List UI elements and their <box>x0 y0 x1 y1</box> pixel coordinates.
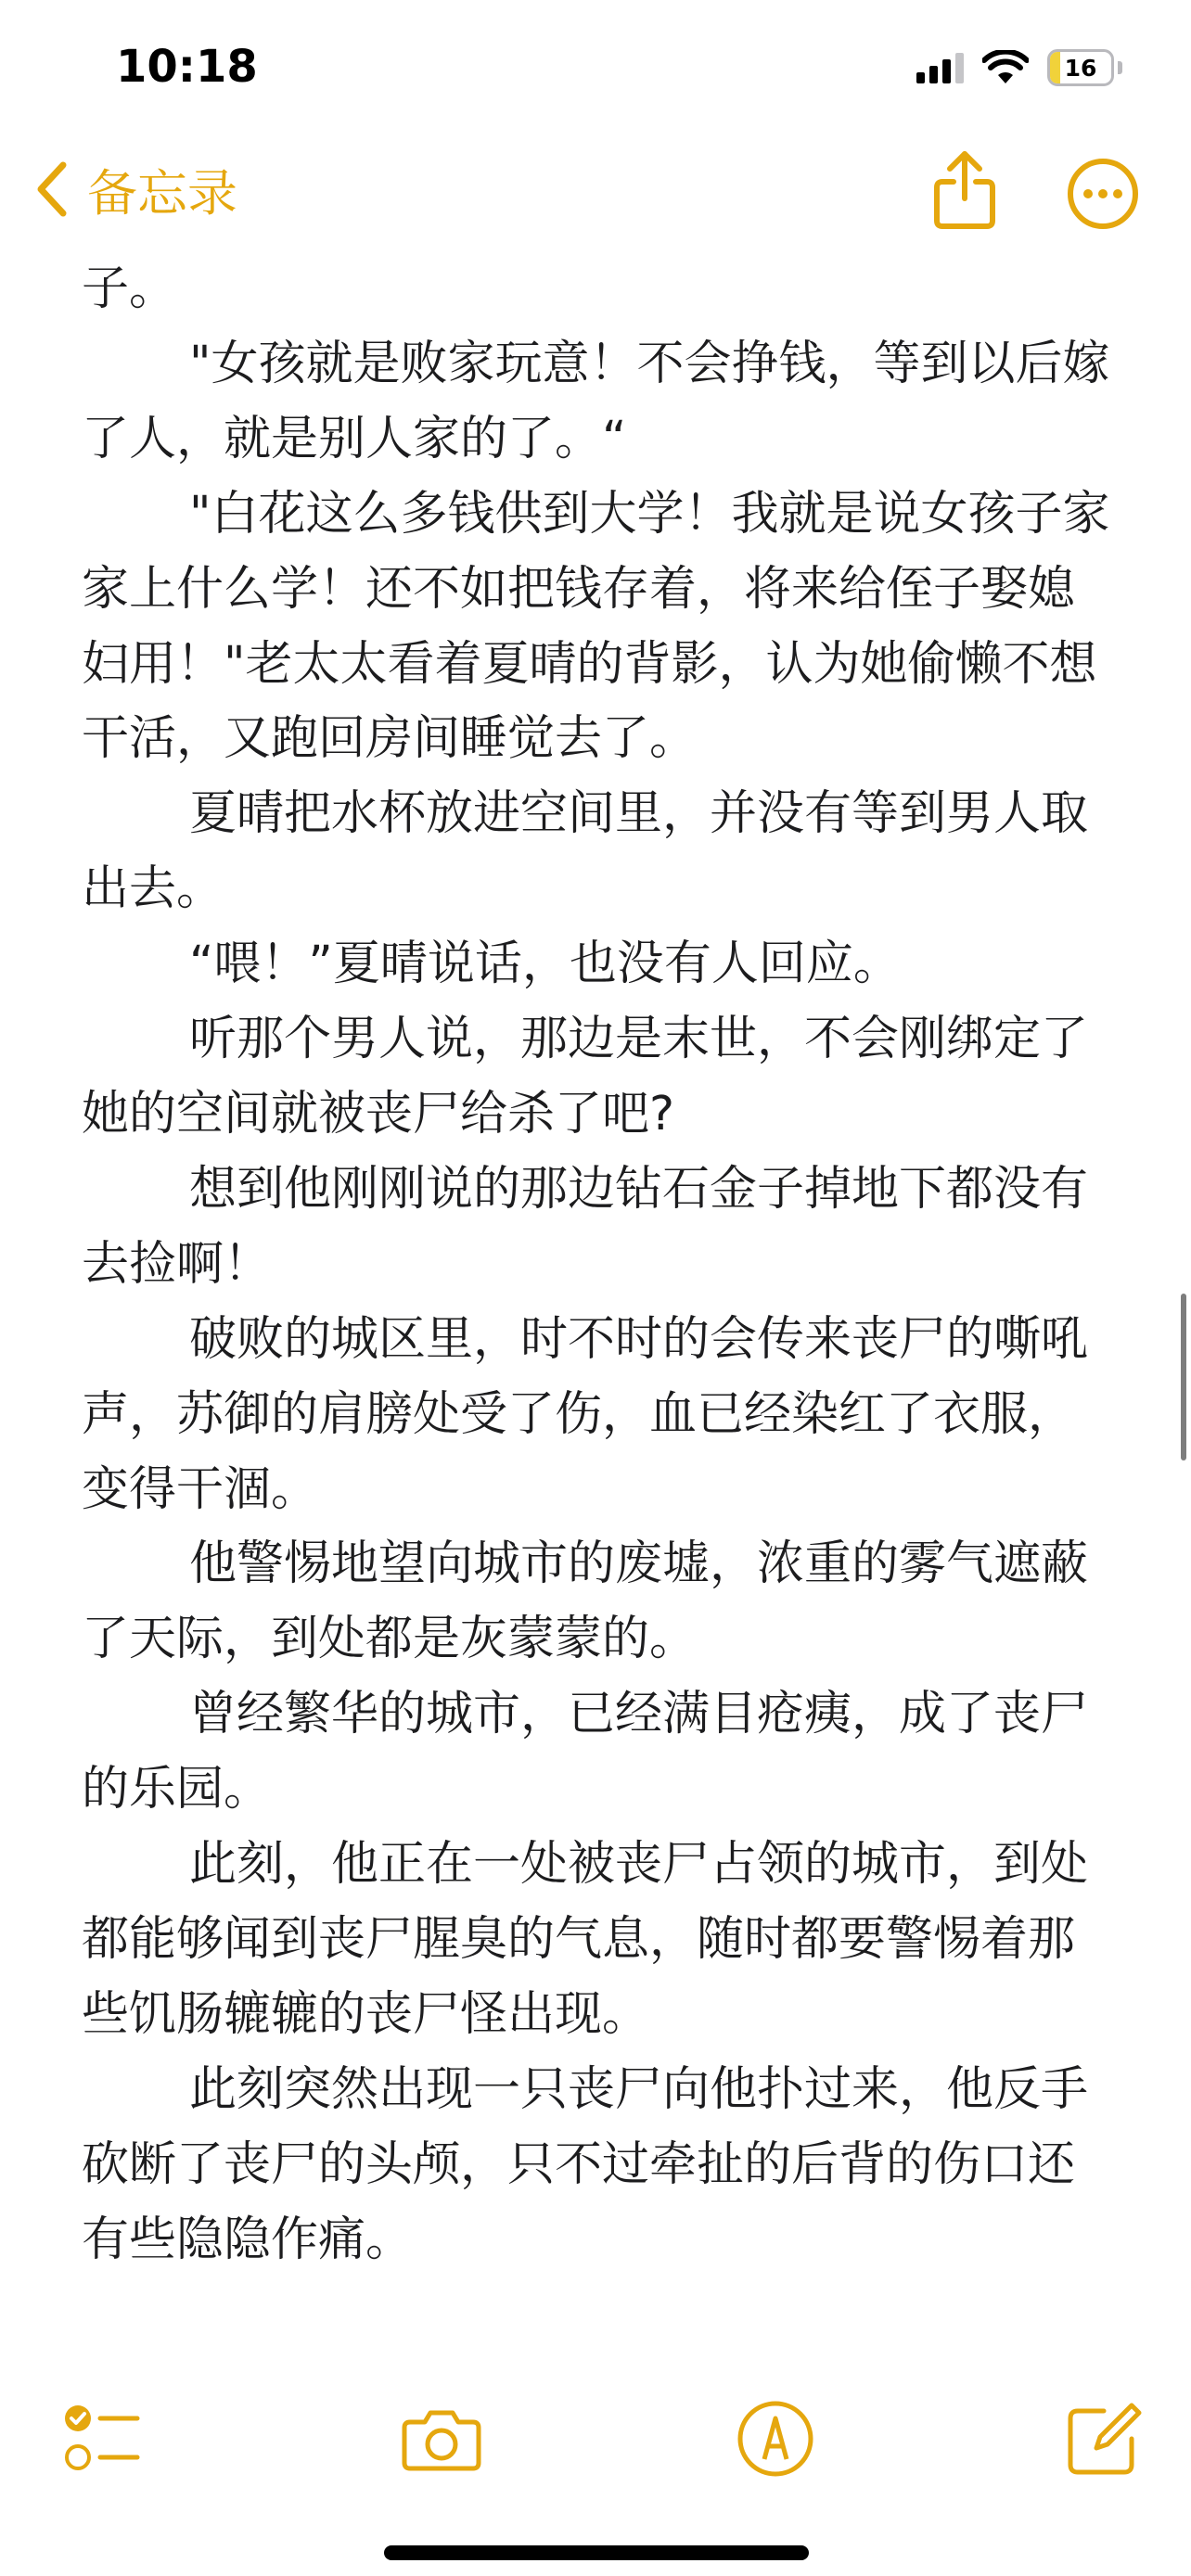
note-paragraph: 他警惕地望向城市的废墟，浓重的雾气遮蔽了天际，到处都是灰蒙蒙的。 <box>82 1537 1089 1667</box>
nav-bar <box>0 139 1191 241</box>
markup-button[interactable] <box>731 2394 820 2483</box>
chevron-left-icon <box>33 159 70 219</box>
more-button[interactable] <box>1067 158 1139 230</box>
checklist-button[interactable] <box>58 2394 147 2483</box>
note-paragraph: 曾经繁华的城市，已经满目疮痍，成了丧尸的乐园。 <box>82 1687 1089 1817</box>
share-button[interactable] <box>931 148 998 232</box>
status-bar <box>0 0 1191 139</box>
note-paragraph: “喂！”夏晴说话，也没有人回应。 <box>189 937 901 992</box>
note-paragraph: "女孩就是败家玩意！不会挣钱，等到以后嫁了人，就是别人家的了。“ <box>82 336 1110 466</box>
status-time: 10:18 <box>116 41 258 93</box>
signal-icon <box>916 52 964 83</box>
back-label: 备忘录 <box>87 163 237 223</box>
more-icon <box>1067 158 1139 230</box>
note-paragraph: "白花这么多钱供到大学！我就是说女孩子家家上什么学！还不如把钱存着，将来给侄子娶媳妇用！"老太太看着夏晴的背影，认为她偷懒不想干活，又跑回房间睡觉去了。 <box>82 486 1110 767</box>
battery-level: 16 <box>1064 54 1097 82</box>
scroll-indicator[interactable] <box>1181 1294 1186 1460</box>
camera-icon <box>397 2394 486 2483</box>
checklist-icon <box>58 2394 147 2483</box>
compose-button[interactable] <box>1059 2394 1148 2483</box>
markup-icon <box>731 2394 820 2483</box>
note-paragraph: 破败的城区里，时不时的会传来丧尸的嘶吼声，苏御的肩膀处受了伤，血已经染红了衣服，变得干涸。 <box>82 1311 1089 1517</box>
home-indicator[interactable] <box>384 2545 809 2560</box>
note-body[interactable] <box>82 252 1121 2277</box>
share-icon <box>931 148 998 232</box>
camera-button[interactable] <box>397 2394 486 2483</box>
status-icons <box>916 46 1122 89</box>
note-paragraph: 想到他刚刚说的那边钻石金子掉地下都没有去捡啊！ <box>82 1161 1089 1292</box>
note-paragraph: 夏晴把水杯放进空间里，并没有等到男人取出去。 <box>82 786 1089 917</box>
bottom-toolbar <box>0 2383 1191 2485</box>
note-paragraph: 子。 <box>82 261 177 316</box>
wifi-icon <box>982 50 1029 85</box>
battery-cap <box>1118 61 1122 74</box>
note-paragraph: 此刻突然出现一只丧尸向他扑过来，他反手砍断了丧尸的头颅，只不过牵扯的后背的伤口还有些隐隐作痛。 <box>82 2061 1089 2267</box>
battery-icon <box>1047 49 1114 86</box>
note-paragraph: 此刻，他正在一处被丧尸占领的城市，到处都能够闻到丧尸腥臭的气息，随时都要警惕着那些饥肠辘辘的丧尸怪出现。 <box>82 1837 1089 2042</box>
back-button[interactable] <box>33 152 237 226</box>
compose-icon <box>1059 2394 1148 2483</box>
note-paragraph: 听那个男人说，那边是末世，不会刚绑定了她的空间就被丧尸给杀了吧? <box>82 1012 1089 1141</box>
